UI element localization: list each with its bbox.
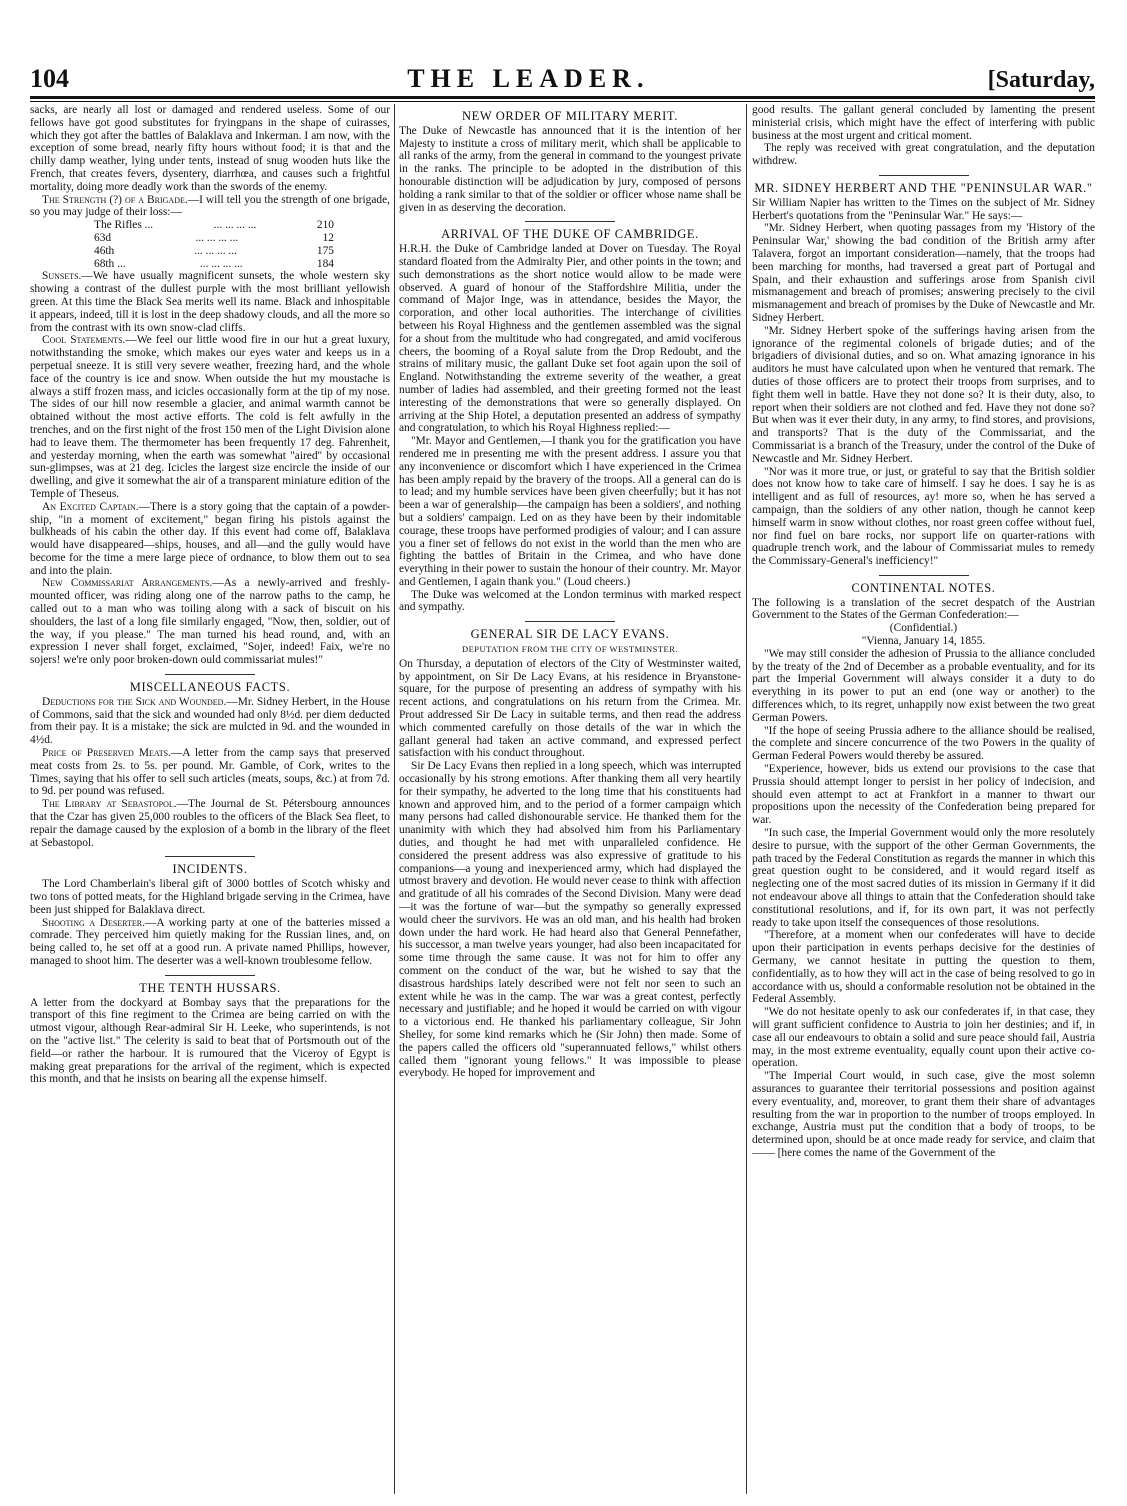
article-paragraph (30, 194, 390, 220)
regiment-name: 63d (94, 231, 112, 244)
article-paragraph (30, 270, 390, 334)
article-paragraph (30, 798, 390, 849)
issue-day: [Saturday, (987, 67, 1095, 93)
section-heading: MISCELLANEOUS FACTS. (129, 680, 291, 695)
table-row (94, 232, 334, 245)
despatch-paragraph: "We may still consider the adhesion of Prussia to the alliance concluded by the treaty of the 2nd of December as a probable eventuality, and for its part the Imperial Government will always consider it a duty to do everything in its power to put an end (one way or another) to the differences which, to its regret, unhappily now exist between the two great German Powers. (752, 647, 1095, 724)
paragraph-text: —The Journal de St. Pétersbourg announces that the Czar has given 25,000 roubles to the officers of the Black Sea fleet, to repair the damage caused by the explosion of a bomb in the library of the fleet at Sebastopol. (30, 798, 390, 849)
dateline: "Vienna, January 14, 1855. (861, 635, 986, 648)
run-in-heading: The Strength (?) of a Brigade. (42, 193, 188, 206)
section-heading: MR. SIDNEY HERBERT AND THE "PENINSULAR WAR." (754, 180, 1093, 195)
article-paragraph: The following is a translation of the secret despatch of the Austrian Government to the States of the German Confederation:— (752, 596, 1095, 622)
section-rule (525, 621, 615, 622)
paragraph-text: —There is a story going that the captain of a powder-ship, "in a moment of excitement," began firing his pistols against the bulkheads of his cabin the other day. If this event had come off, Balaklava would have disappeared—ships, houses, and all—and the gully would have become for the time a mere large piece of ordnance, to blow them out to sea and into the plain. (30, 500, 390, 577)
section-rule (879, 175, 969, 176)
article-paragraph: The Duke was welcomed at the London terminus with marked respect and sympathy. (399, 588, 741, 614)
column-left (30, 104, 390, 1492)
column-right (752, 104, 1095, 1492)
article-paragraph: Sir De Lacy Evans then replied in a long speech, which was interrupted occasionally by his strong emotions. After thanking them all very heartily for their sympathy, he adverted to the long time that his constituents had known and approved him, and to the period of a former campaign which many persons had called dishonourable service. He thanked them for the unanimity with which they had absolved him from his Parliamentary duties, and thought he had met with unparalleled confidence. He considered the present address was also expressive of gratitude to his companions—a young and inexperienced army, which had displayed the utmost bravery and devotion. He would never cease to think with affection and gratitude of all his comrades of the Second Division. Many were dead—it was the fortune of war—but the sympathy so generally expressed would cheer the survivors. He was an old man, and his health had broken down under the hard work. He had heard also that General Pennefather, his successor, a man twelve years younger, had also been incapacitated for some time through the same cause. It was not for him to offer any comment on the conduct of the war, but he wished to say that the disastrous hardships lately described were not felt nor seen to such an extent while he was in the camp. The war was a great contest, perfectly necessary and justifiable; and he hoped it would be carried on with vigour to a victorious end. He thanked his parliamentary colleague, Sir John Shelley, for some kind remarks which he (Sir John) then made. Some of the papers called the officers old "superannuated fellows," whilst others called them "ignorant young fellows." It was impossible to please everybody. He hoped for improvement and (399, 760, 741, 1080)
leader-dots: ... ... ... ... (195, 231, 239, 244)
regiment-value: 210 (316, 219, 334, 232)
newspaper-title: THE LEADER. (407, 64, 650, 93)
quoted-letter: "Mr. Sidney Herbert spoke of the sufferings having arisen from the ignorance of the regimental colonels of brigade duties; and of the brigadiers of divisional duties, and so on. What amazing ignorance in his auditors he must have calculated upon when he ventured that remark. The duties of those officers are to protect their troops from surprises, and to fight them well in battle. Have they not done so? It is their duty, also, to report when their soldiers are not clothed and fed. Have they not done so? But when was it ever their duty, in any army, to find stores, and provisions, and transports? That is the duty of the Commissariat, and the Commissariat is a branch of the Treasury, under the control of the Duke of Newcastle and Mr. Sidney Herbert. (752, 324, 1095, 465)
regiment-name: 68th ... (94, 257, 126, 270)
section-heading: INCIDENTS. (172, 862, 248, 877)
regiment-table (94, 219, 334, 270)
regiment-value: 175 (316, 244, 334, 257)
quoted-speech: "Mr. Mayor and Gentlemen,—I thank you for the gratification you have rendered me in presenting me with the present address. I assure you that any inconvenience or discomfort which I have experienced in the Crimea has been amply repaid by the bravery of the troops. All a general can do is to lead; and my humble services have been given cheerfully; but it has not been a war of generalship—the campaign has been a soldiers', and nothing but a soldiers' campaign. Led on as they have been by their indomitable courage, these troops have performed prodigies of valour; and I can assure you a finer set of fellows do not exist in the world than the men who are fighting the battles of Britain in the Crimea, and who have done everything in their power to sustain the honour of their country. Mr. Mayor and Gentlemen, I again thank you." (Loud cheers.) (399, 435, 741, 588)
despatch-paragraph: "Therefore, at a moment when our confederates will have to decide upon their participation in events perhaps decisive for the destinies of Germany, we cannot hesitate in putting the question to them, confidentially, as to how they will act in the case of being resolved to go in accordance with us, should a conformable resolution not be obtained in the Federal Assembly. (752, 929, 1095, 1006)
article-paragraph (30, 334, 390, 500)
paragraph-text: —We feel our little wood fire in our hut a great luxury, notwithstanding the smoke, which makes our eyes water and keeps us in a perpetual sneeze. It is still very severe weather, freezing hard, and the whole face of the country is ice and snow. When outside the hut my moustache is always a stiff frozen mass, and icicles occasionally form at the tip of my nose. The sides of our hill now resemble a glacier, and animal warmth cannot be obtained without the most active efforts. The cold is felt awfully in the trenches, and on the first night of the frost 150 men of the Light Division alone had to leave them. The thermometer has been frequently 17 deg. Fahrenheit, and yesterday morning, when the earth was somewhat "aired" by occasional sun-glimpses, was at 21 deg. Icicles the largest size encircle the inside of our dwelling, and give it somewhat the air of a transparent miniature edition of the Temple of Theseus. (30, 334, 390, 500)
section-rule (879, 575, 969, 576)
column-middle (399, 104, 741, 1492)
leader-dots: ... ... ... ... (194, 244, 237, 257)
despatch-paragraph: "If the hope of seeing Prussia adhere to the alliance should be realised, the complete and sincere concurrence of the two Powers in the quality of German Federal Powers would thereby be assured. (752, 724, 1095, 763)
regiment-value: 184 (316, 257, 334, 270)
article-paragraph: A letter from the dockyard at Bombay says that the preparations for the transport of this fine regiment to the Crimea are being carried on with the utmost vigour, although Rear-admiral Sir H. Leeke, who superintends, is not on the "active list." The celerity is said to beat that of Portsmouth out of the field—or rather the harbour. It is rumoured that the Viceroy of Egypt is making great preparations for the arrival of the regiment, which is expected this month, and that he insists on bearing all the expense himself. (30, 996, 390, 1086)
article-paragraph (30, 501, 390, 578)
article-paragraph: good results. The gallant general concluded by lamenting the present ministerial crisis, which might have the effect of interfering with public business at the most urgent and critical moment. (752, 104, 1095, 142)
article-paragraph (30, 577, 390, 667)
article-paragraph (30, 917, 390, 968)
section-heading: CONTINENTAL NOTES. (851, 580, 996, 595)
paragraph-text: —A letter from the camp says that preserved meat costs from 2s. to 5s. per pound. Mr. Gamble, of Cork, writes to the Times, saying that his offer to sell such articles (meats, soups, &c.) at from 7d. to 9d. per pound was refused. (30, 747, 390, 798)
section-rule (165, 856, 255, 857)
run-in-heading: The Library at Sebastopol. (42, 798, 177, 811)
paragraph-text: —I will tell you the strength of one brigade, so you may judge of their loss:— (30, 193, 390, 219)
despatch-paragraph: "Experience, however, bids us extend our provisions to the case that Prussia should attempt longer to persist in her policy of indecision, and should even attempt to act at Frankfort in a manner to thwart our propositions upon the necessity of the Confederation being prepared for war. (752, 763, 1095, 827)
despatch-paragraph: "In such case, the Imperial Government would only the more resolutely desire to pursue, with the support of the other German Governments, the path traced by the Federal Constitution as regards the manner in which this great question ought to be considered, and it would regard itself as neglecting one of the most sacred duties of its mission in Germany if it did not endeavour above all things to attain that the Confederation should take constitutional resolutions, and if, for its own part, it was not perfectly ready to take upon itself the consequences of those resolutions. (752, 827, 1095, 929)
masthead (30, 66, 1095, 94)
paragraph-text: —A working party at one of the batteries missed a comrade. They perceived him quietly making for the Russian lines, and, on being called to, he set off at a good run. A private named Phillips, however, managed to shoot him. The deserter was a well-known troublesome fellow. (30, 916, 390, 967)
regiment-name: The Rifles ... (94, 219, 154, 232)
column-divider (394, 104, 395, 1494)
run-in-heading: Deductions for the Sick and Wounded. (42, 695, 227, 708)
masthead-rule-thin (30, 101, 1095, 102)
paragraph-text: —We have usually magnificent sunsets, the whole western sky showing a contrast of the dullest purple with the most brilliant yellowish green. At this time the Black Sea merits well its name. Black and inhospitable it appears, indeed, till it is lost in the deep shadowy clouds, and all the more so from the contrast with its own snow-clad cliffs. (30, 270, 390, 334)
article-paragraph: The Lord Chamberlain's liberal gift of 3000 bottles of Scotch whisky and two tons of potted meats, for the Highland brigade serving in the Crimea, have been just shipped for Balaklava direct. (30, 878, 390, 916)
section-rule (165, 674, 255, 675)
table-row (94, 219, 334, 232)
article-paragraph: The Duke of Newcastle has announced that it is the intention of her Majesty to institute a cross of military merit, which shall be applicable to all ranks of the army, from the general in command to the youngest private in the ranks. The principle to be adopted in the distribution of this honourable distinction will be adjudication by jury, composed of persons holding a rank similar to that of the soldier or officer whose name shall be given in as deserving the decoration. (399, 124, 741, 214)
section-rule (525, 221, 615, 222)
article-paragraph: On Thursday, a deputation of electors of the City of Westminster waited, by appointment, on Sir De Lacy Evans, at his residence in Bryanstone-square, for the purpose of presenting an address of sympathy with his recent actions, and congratulations on his return from the Crimea. Mr. Prout addressed Sir De Lacy in suitable terms, and then read the address which commented carefully on those details of the war in which the gallant general had taken an active command, and expressed perfect satisfaction with his conduct throughout. (399, 657, 741, 760)
article-paragraph: H.R.H. the Duke of Cambridge landed at Dover on Tuesday. The Royal standard floated from the Admiralty Pier, and other points in the town; and such demonstrations as the short notice would allow to be made were observed. A guard of honour of the Staffordshire Militia, under the command of Major Inge, was in attendance, besides the Mayor, the corporation, and other local authorities. The interchange of civilities between his Royal Highness and the gentlemen assembled was the signal for a shout from the multitude who had congregated, and amid vociferous cheers, the booming of a Royal salute from the Drop Redoubt, and the strains of military music, the gallant Duke set foot again upon the soil of England. Notwithstanding the extreme severity of the weather, a great number of ladies had assembled, and their greeting formed not the least interesting of the demonstrations that were so generally displayed. On arriving at the Ship Hotel, a deputation presented an address of sympathy and congratulation, to which his Royal Highness replied:— (399, 243, 741, 435)
section-heading: NEW ORDER OF MILITARY MERIT. (462, 109, 678, 123)
paragraph-text: —As a newly-arrived and freshly-mounted officer, was riding along one of the narrow paths to the camp, he called out to a man who was toiling along with a sack of biscuit on his shoulders, the last of a long file similarly engaged, "Now, then, soldier, out of the way, if you please." The man turned his head round, and, with an expression I never shall forget, exclaimed, "Sojer, indeed! Faix, we're no sojers! we're only poor broken-down ould commissariat mules!" (30, 577, 390, 667)
run-in-heading: An Excited Captain. (42, 500, 139, 513)
confidential-label: (Confidential.) (889, 622, 958, 635)
article-paragraph (30, 747, 390, 798)
run-in-heading: Cool Statements. (42, 334, 126, 347)
section-heading: ARRIVAL OF THE DUKE OF CAMBRIDGE. (441, 227, 699, 242)
quoted-letter: "Mr. Sidney Herbert, when quoting passages from my 'History of the Peninsular War,' showing the bad condition of the British army after Talavera, forgot an important consideration—namely, that the troops had been marching for months, had traversed a great part of Portugal and Spain, and their exhaustion and sufferings arose from Spanish civil mismanagement and breach of promises; answering precisely to the civil mismanagement and breach of promises by the Duke of Newcastle and Mr. Sidney Herbert. (752, 222, 1095, 324)
page-number: 104 (30, 64, 69, 93)
article-paragraph: Sir William Napier has written to the Times on the subject of Mr. Sidney Herbert's quotations from the "Peninsular War." He says:— (752, 196, 1095, 222)
run-in-heading: Price of Preserved Meats. (42, 747, 171, 760)
article-paragraph: The reply was received with great congratulation, and the deputation withdrew. (752, 142, 1095, 168)
masthead-rule (30, 96, 1095, 99)
quoted-letter: "Nor was it more true, or just, or grateful to say that the British soldier does not know how to take care of himself. I say he does. I say he is as intelligent and as full of resources, ay! more so, when he has served a campaign, than the soldiers of any other nation, though he cannot keep himself warm in snow without clothes, nor roast green coffee without fuel, nor find fuel on bare rocks, nor support life on quarter-rations with quadruple trench work, and the labour of Commissariat mules to remedy the Commissary-General's inefficiency!" (752, 465, 1095, 568)
section-rule (165, 975, 255, 976)
article-paragraph (30, 696, 390, 747)
despatch-paragraph: "We do not hesitate openly to ask our confederates if, in that case, they will grant sufficient confidence to Austria to join her destinies; and if, in case all our endeavours to obtain a solid and sure peace should fail, Austria may, in the most extreme eventuality, equally count upon their active co-operation. (752, 1006, 1095, 1070)
paragraph-text: —Mr. Sidney Herbert, in the House of Commons, said that the sick and wounded had only 8½d. per diem deducted from their pay. It is a mistake; the sick are mulcted in 9d. and the wounded in 4½d. (30, 695, 390, 747)
leader-dots: ... ... ... ... (213, 219, 257, 232)
run-in-heading: Shooting a Deserter. (42, 916, 145, 929)
table-row (94, 258, 334, 271)
leader-dots: ... ... ... ... (199, 257, 243, 270)
section-heading: GENERAL SIR DE LACY EVANS. (470, 627, 670, 642)
run-in-heading: New Commissariat Arrangements. (42, 577, 213, 590)
section-heading: THE TENTH HUSSARS. (139, 980, 281, 995)
article-paragraph: sacks, are nearly all lost or damaged and rendered useless. Some of our fellows have got good substitutes for fryingpans in the shape of cuirasses, which they got after the battles of Balaklava and Inkerman. I am now, with the exception of some bread, nearly fifty hours without food; it is that and the chilly damp weather, lying under tents, instead of snug wooden huts like the French, that creates fevers, dysentery, diarrhœa, and causes such a frightful mortality, doing more deadly work than the swords of the enemy. (30, 104, 390, 193)
run-in-heading: Sunsets. (42, 270, 82, 283)
section-subheading: DEPUTATION FROM THE CITY OF WESTMINSTER. (461, 644, 679, 655)
regiment-name: 46th (94, 244, 115, 257)
regiment-value: 12 (322, 231, 334, 244)
despatch-paragraph: "The Imperial Court would, in such case, give the most solemn assurances to guarantee their territorial possessions and position against every eventuality, and, moreover, to grant them their share of advantages resulting from the war in proportion to the number of troops employed. In exchange, Austria must put the condition that a body of troops, to be determined upon, should be at once made ready for service, and claim that —— [here comes the name of the Government of the (752, 1070, 1095, 1159)
column-divider (746, 104, 747, 1494)
table-row (94, 245, 334, 258)
